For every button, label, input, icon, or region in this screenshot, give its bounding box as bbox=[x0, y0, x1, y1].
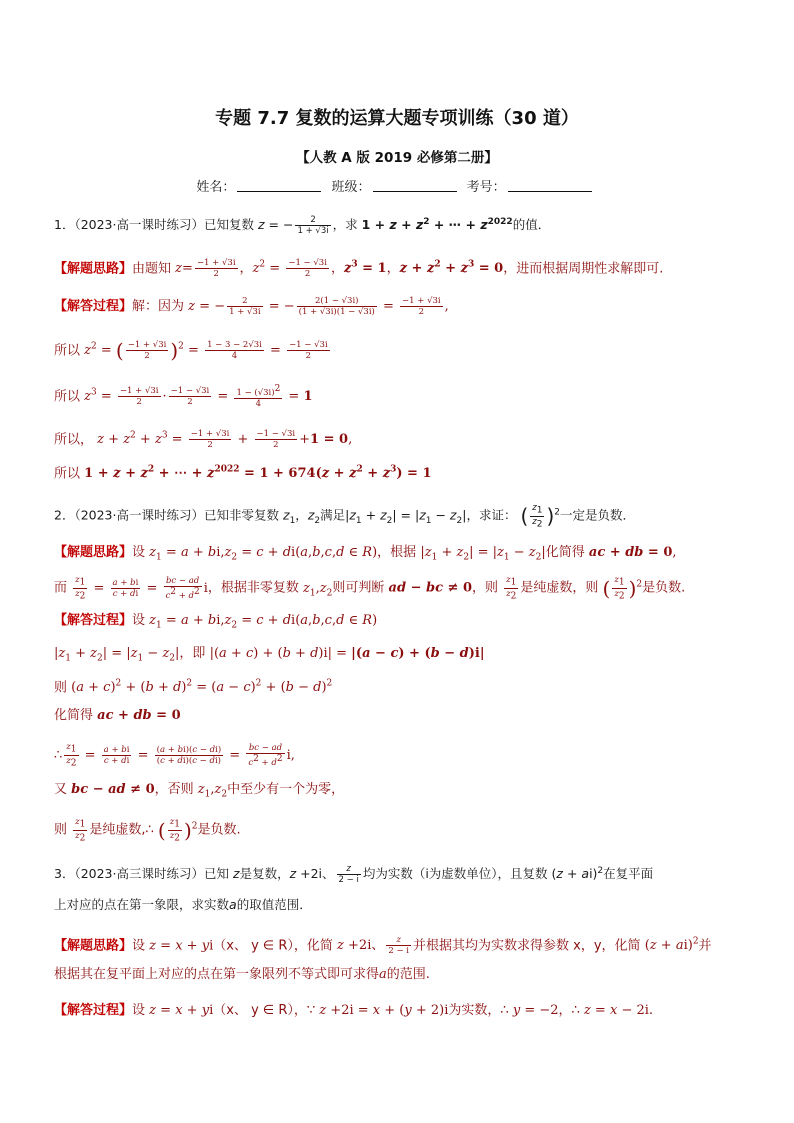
problem-2-solution-nonzero: 又 bc − ad ≠ 0，否则 $z_1,z_2$中至少有一个为零， bbox=[54, 782, 345, 800]
name-label: 姓名： bbox=[196, 180, 236, 195]
name-blank[interactable] bbox=[237, 179, 321, 192]
problem-2-solution-ratio: ∴ $\frac{z_1}{z_2}$ = $\frac{a + bi}{c + di}$ = $\frac{(a + bi)(c - di)}{(c + di)(c - di)}$ = $\frac{bc - ad}{c^2 + d^2}$ i, bbox=[54, 742, 295, 769]
problem-1-solution-z3: 所以 $z^3$ = $\frac{-1 + √3i}{2}$ · $\frac{-1 - √3i}{2}$ = $\frac{1 - (√3i)^2}{4}$ = 1 bbox=[54, 384, 313, 410]
problem-2-stem: 2．（2023·高一课时练习）已知非零复数 $z_1$，$z_2$满足$|z_1 + z_2| = |z_1 - z_2|$，求证： ( $\frac{z_1}{z_2}$ )$^2$一定是负数． bbox=[54, 503, 636, 530]
exam-no-blank[interactable] bbox=[508, 179, 592, 192]
problem-3-solution-intro: 【解答过程】设 z = x + yi（x、 y ∈ R），∵ z +2i = x + (y + 2)i为实数，∴ y = −2，∴ z = x − 2i. bbox=[54, 1003, 654, 1018]
problem-2-hint-line1: 【解题思路】设 $z_1 = a + bi,z_2 = c + di(a,b,c,d$ ∈ R)，根据 $|z_1 + z_2| = |z_1 - z_2|$化简得 ac + db = 0, bbox=[54, 545, 677, 563]
problem-1-hint: 【解题思路】由题知 z= $\frac{-1 + √3i}{2}$ ，$z^2$ = $\frac{-1 - √3i}{2}$ ，$z^3 = 1$，$z + z^2 + z^3 = 0$，进而根据周期性求解即可. bbox=[54, 258, 664, 280]
problem-1-solution-final: 所以 $1 + z + z^2$ + ⋯ + $z^{2022} = 1 + 674(z + z^2 + z^3) = 1$ bbox=[54, 465, 432, 482]
exam-no-label: 考号： bbox=[466, 180, 506, 195]
problem-1-solution-sum: 所以， $z + z^2 + z^3$ = $\frac{-1 + √3i}{2}$ + $\frac{-1 - √3i}{2}$ +1 = 0, bbox=[54, 429, 353, 451]
student-info-bar bbox=[0, 176, 794, 195]
problem-1-solution-z2: 所以 $z^2$ = ( $\frac{-1 + √3i}{2}$ )$^2$ = $\frac{1 - 3 - 2√3i}{4}$ = $\frac{-1 - √3i}{2}$ bbox=[54, 338, 328, 363]
problem-2-hint-line2: 而 $\frac{z_1}{z_2}$ = $\frac{a + bi}{c + di}$ = $\frac{bc - ad}{c^2 + d^2}$ i，根据非零复数 $z_1,z_2$则可判断 ad − bc ≠ 0，则 $\frac{z_1}{z_2}$ 是纯虚数，则 ( $\frac{z_1}{z_2}$ )$^2$是负数. bbox=[54, 575, 686, 602]
class-blank[interactable] bbox=[373, 179, 457, 192]
page-title: 专题 7.7 复数的运算大题专项训练（30 道） bbox=[215, 108, 579, 129]
problem-1-solution-intro: 【解答过程】解：因为 z = − $\frac{2}{1 + √3i}$ = − $\frac{2(1 - √3i)}{(1 + √3i)(1 - √3i)}$ = $\frac{-1 + √3i}{2}$ , bbox=[54, 296, 449, 317]
problem-2-solution-simplify: 化简得 ac + db = 0 bbox=[54, 708, 181, 723]
problem-3-hint-line2: 根据其在复平面上对应的点在第一象限列不等式即可求得a的范围. bbox=[54, 967, 430, 982]
problem-3-stem-line1: 3．（2023·高三课时练习）已知 z是复数，z +2i、 $\frac{z}{2 - i}$ 均为实数（i为虚数单位），且复数 (z + ai)$^2$在复平面 bbox=[54, 864, 654, 886]
problem-2-solution-modulus: $|z_1 + z_2| = |z_1 - z_2|$，即 |(a + c) + (b + d)i| = |(a − c) + (b − d)i| bbox=[54, 646, 485, 664]
problem-1-stem: 1．（2023·高一课时练习）已知复数 z = − $\frac{2}{1 + √3i}$ ，求 $1 + z + z^2$ + ⋯ + $z^{2022}$的值． bbox=[54, 215, 551, 237]
problem-3-hint-line1: 【解题思路】设 z = x + yi（x、 y ∈ R），化简 z +2i、 $\frac{z}{2 - i}$ 并根据其均为实数求得参数 x，y，化简 (z + ai)$^2$并 bbox=[54, 935, 712, 957]
problem-2-solution-conclusion: 则 $\frac{z_1}{z_2}$ 是纯虚数,∴ ( $\frac{z_1}{z_2}$ )$^2$是负数. bbox=[54, 817, 241, 844]
page-subtitle: 【人教 A 版 2019 必修第二册】 bbox=[296, 150, 498, 166]
class-label: 班级： bbox=[331, 180, 371, 195]
problem-2-solution-squares: 则 $(a + c)^2 + (b + d)^2 = (a - c)^2 + (b - d)^2$ bbox=[54, 679, 333, 696]
problem-2-solution-intro: 【解答过程】设 $z_1 = a + bi,z_2 = c + di(a,b,c,d$ ∈ R) bbox=[54, 613, 378, 631]
problem-3-stem-line2: 上对应的点在第一象限，求实数a的取值范围． bbox=[54, 897, 312, 912]
